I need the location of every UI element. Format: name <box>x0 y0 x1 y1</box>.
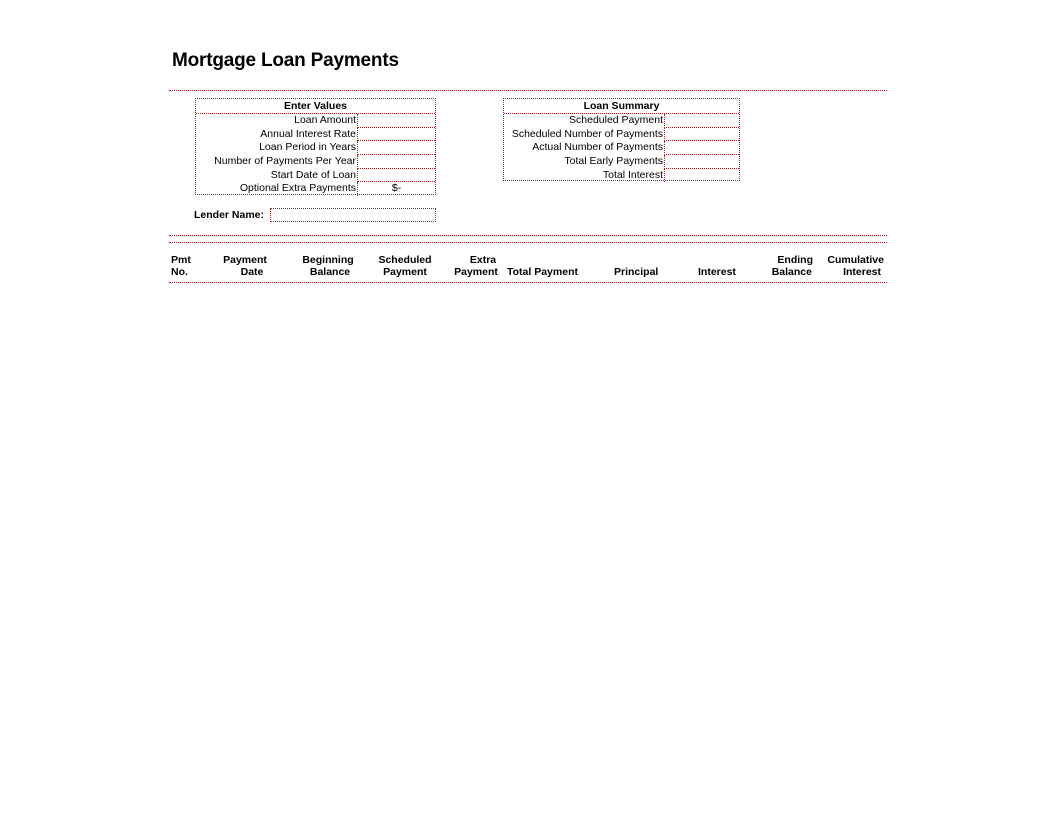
scheduled-payment-label: Scheduled Payment <box>569 114 663 126</box>
total-early-payments-label: Total Early Payments <box>564 155 663 168</box>
col-header-beginning-balance <box>296 254 360 278</box>
loan-period-row <box>196 141 435 155</box>
col-header-line2: Interest <box>698 266 736 278</box>
total-early-payments-row <box>504 155 739 169</box>
col-header-line2: Interest <box>843 266 881 278</box>
scheduled-payment-value <box>664 114 739 128</box>
loan-summary-header: Loan Summary <box>504 99 739 114</box>
annual-interest-rate-field[interactable] <box>357 128 435 142</box>
col-header-line1 <box>698 254 736 266</box>
col-header-line1 <box>614 254 658 266</box>
start-date-field[interactable] <box>357 169 435 183</box>
loan-amount-field[interactable] <box>357 114 435 128</box>
col-header-ending-balance <box>766 254 816 278</box>
col-header-line2: No. <box>171 266 188 278</box>
annual-interest-rate-label: Annual Interest Rate <box>260 127 356 140</box>
col-header-line1: Beginning <box>302 254 354 266</box>
actual-number-row <box>504 141 739 155</box>
actual-number-value <box>664 141 739 155</box>
extra-payments-field[interactable]: $- <box>357 182 435 196</box>
scheduled-number-label: Scheduled Number of Payments <box>511 127 663 140</box>
scheduled-payment-row <box>504 114 739 128</box>
col-header-line1: Pmt <box>171 254 191 266</box>
section-divider-top <box>169 235 887 236</box>
loan-amount-row <box>196 114 435 128</box>
lender-name-label: Lender Name: <box>194 209 265 221</box>
lender-name-field[interactable] <box>270 208 436 222</box>
scheduled-number-value <box>664 128 739 142</box>
page-title: Mortgage Loan Payments <box>172 50 399 71</box>
col-header-line1 <box>507 254 578 266</box>
col-header-line2: Balance <box>771 266 812 278</box>
col-header-line1: Payment <box>223 254 267 266</box>
col-header-payment-date <box>214 254 276 278</box>
col-header-line1: Extra <box>469 254 497 266</box>
section-divider-bottom <box>169 242 887 243</box>
payments-per-year-label: Number of Payments Per Year <box>214 155 356 168</box>
col-header-line1: Scheduled <box>378 254 432 266</box>
start-date-label: Start Date of Loan <box>270 168 356 181</box>
col-header-cumulative-interest <box>822 254 886 278</box>
actual-number-label: Actual Number of Payments <box>532 141 663 154</box>
col-header-line2: Payment <box>383 266 427 278</box>
loan-period-label: Loan Period in Years <box>259 141 356 154</box>
enter-values-panel <box>195 98 436 195</box>
extra-payments-row <box>196 182 435 196</box>
loan-amount-label: Loan Amount <box>294 114 356 126</box>
col-header-scheduled-payment <box>372 254 438 278</box>
schedule-header-divider <box>169 282 887 283</box>
annual-interest-rate-row <box>196 128 435 142</box>
col-header-line2: Principal <box>614 266 659 278</box>
col-header-extra-payment <box>450 254 502 278</box>
total-early-payments-value <box>664 155 739 169</box>
title-divider <box>169 90 887 91</box>
payments-per-year-field[interactable] <box>357 155 435 169</box>
payments-per-year-row <box>196 155 435 169</box>
col-header-line2: Payment <box>454 266 498 278</box>
col-header-total-payment <box>507 254 578 278</box>
col-header-line1: Cumulative <box>827 254 884 266</box>
extra-payments-label: Optional Extra Payments <box>239 182 356 195</box>
col-header-principal <box>614 254 658 278</box>
enter-values-header: Enter Values <box>196 99 435 114</box>
col-header-pmt-no <box>171 254 191 278</box>
loan-summary-panel <box>503 98 740 181</box>
col-header-line2: Balance <box>309 266 351 278</box>
col-header-interest <box>698 254 736 278</box>
col-header-line2: Total Payment <box>507 266 578 278</box>
total-interest-value <box>664 169 739 183</box>
loan-period-field[interactable] <box>357 141 435 155</box>
col-header-line1: Ending <box>777 254 813 266</box>
start-date-row <box>196 169 435 183</box>
scheduled-number-row <box>504 128 739 142</box>
total-interest-row <box>504 169 739 183</box>
total-interest-label: Total Interest <box>602 168 663 181</box>
col-header-line2: Date <box>240 266 264 278</box>
